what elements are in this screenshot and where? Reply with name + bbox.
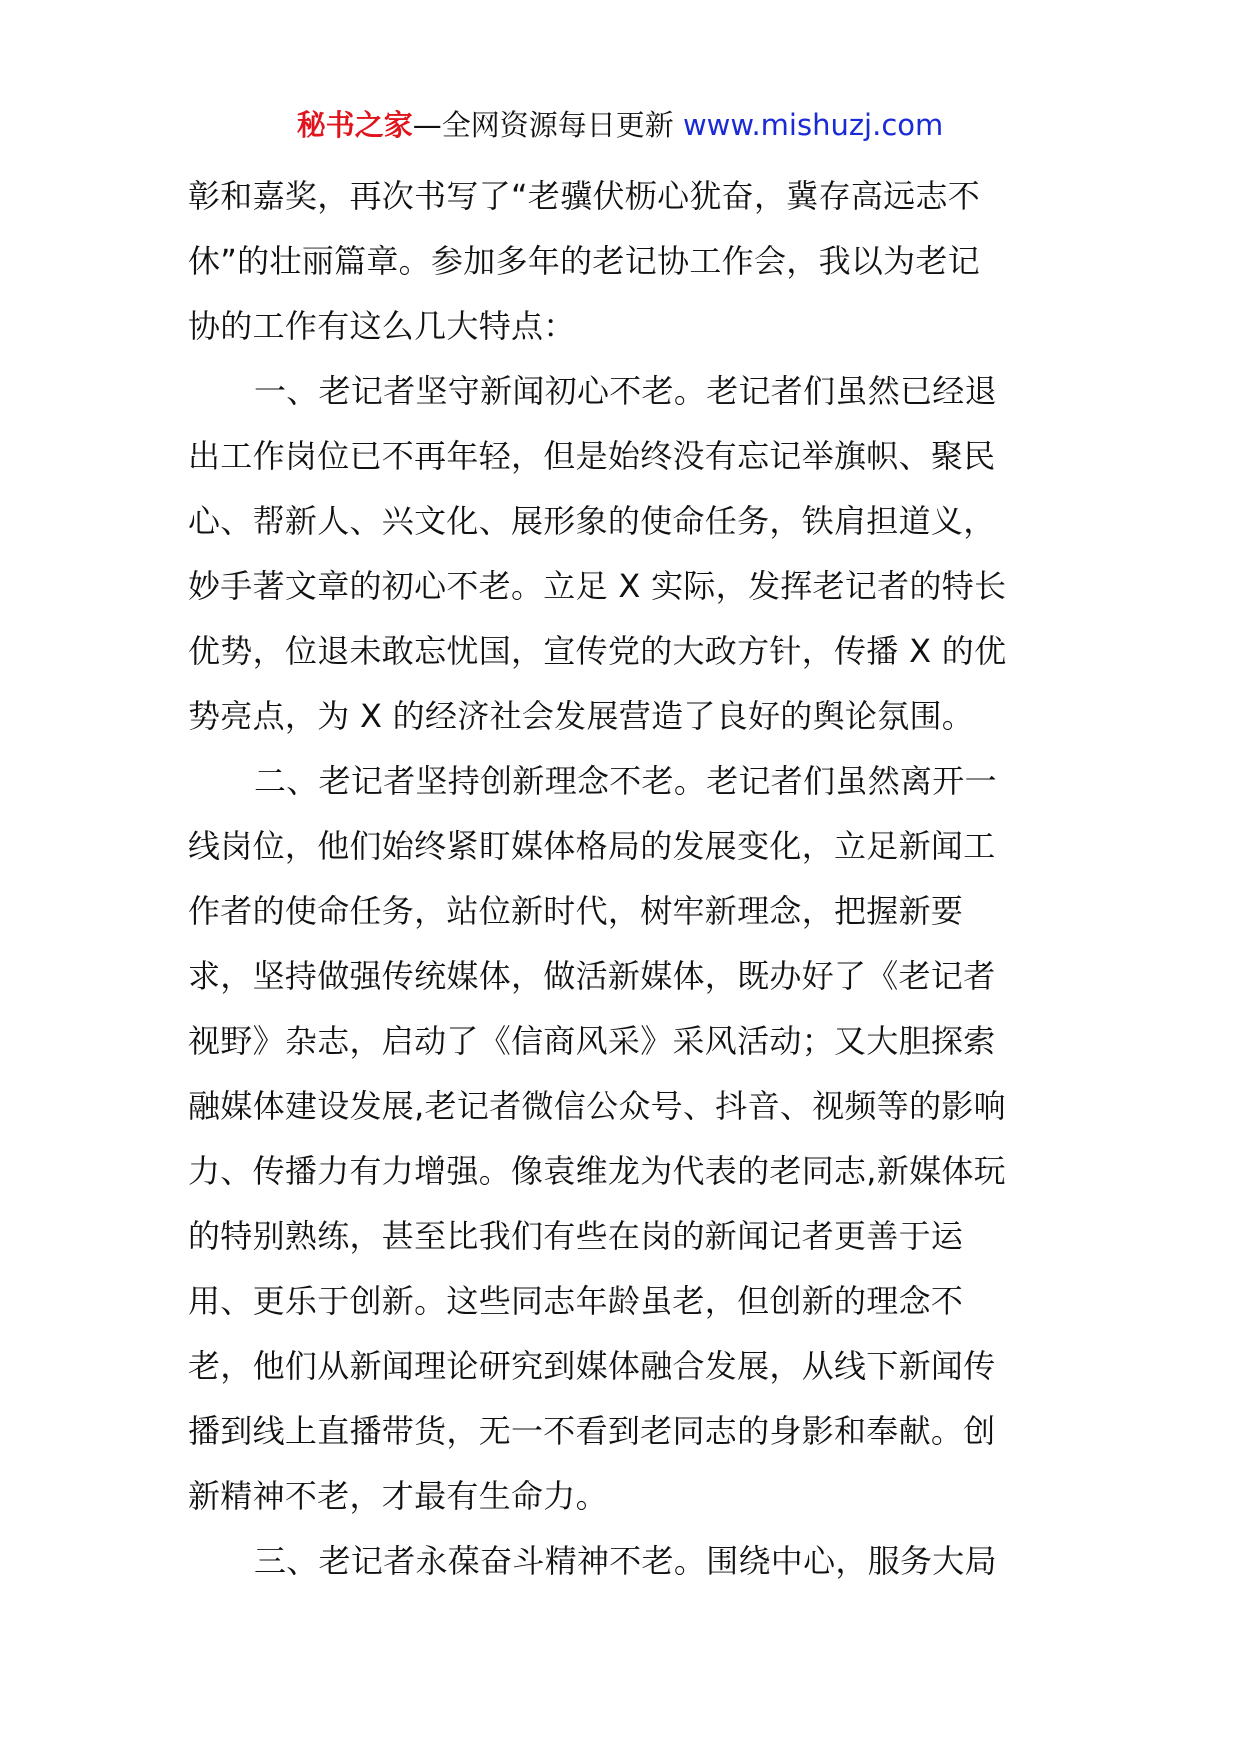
- text-line: 作者的使命任务，站位新时代，树牢新理念，把握新要: [188, 892, 964, 930]
- paragraph-heading-2: 二、老记者坚持创新理念不老。老记者们虽然离开一: [254, 762, 997, 800]
- text-line: 力、传播力有力增强。像袁维龙为代表的老同志,新媒体玩: [188, 1152, 1006, 1190]
- text-line: 融媒体建设发展,老记者微信公众号、抖音、视频等的影响: [188, 1087, 1006, 1125]
- text-line: 老，他们从新闻理论研究到媒体融合发展，从线下新闻传: [188, 1347, 996, 1385]
- text-line: 协的工作有这么几大特点：: [188, 307, 576, 345]
- text-line: 的特别熟练，甚至比我们有些在岗的新闻记者更善于运: [188, 1217, 964, 1255]
- text-line: 出工作岗位已不再年轻，但是始终没有忘记举旗帜、聚民: [188, 437, 996, 475]
- text-line: 播到线上直播带货，无一不看到老同志的身影和奉献。创: [188, 1412, 996, 1450]
- document-body: [188, 164, 1058, 1594]
- text-line: 线岗位，他们始终紧盯媒体格局的发展变化，立足新闻工: [188, 827, 996, 865]
- paragraph-heading-3: 三、老记者永葆奋斗精神不老。围绕中心，服务大局: [254, 1542, 997, 1580]
- brand-name: 秘书之家: [296, 108, 413, 142]
- text-line: 视野》杂志，启动了《信商风采》采风活动；又大胆探索: [188, 1022, 996, 1060]
- text-line: 新精神不老，才最有生命力。: [188, 1477, 608, 1515]
- text-line: 求，坚持做强传统媒体，做活新媒体，既办好了《老记者: [188, 957, 996, 995]
- text-line: 彰和嘉奖，再次书写了“老骥伏枥心犹奋，冀存高远志不: [188, 177, 981, 215]
- text-line: 心、帮新人、兴文化、展形象的使命任务，铁肩担道义，: [188, 502, 996, 540]
- page-header: [0, 100, 1240, 150]
- text-line: 休”的壮丽篇章。参加多年的老记协工作会，我以为老记: [188, 242, 981, 280]
- text-line: 用、更乐于创新。这些同志年龄虽老，但创新的理念不: [188, 1282, 964, 1320]
- paragraph-heading-1: 一、老记者坚守新闻初心不老。老记者们虽然已经退: [254, 372, 997, 410]
- text-line: 优势，位退未敢忘忧国，宣传党的大政方针，传播 X 的优: [188, 632, 1007, 670]
- text-line: 势亮点，为 X 的经济社会发展营造了良好的舆论氛围。: [188, 697, 975, 735]
- header-tagline: —全网资源每日更新: [412, 108, 674, 142]
- text-line: 妙手著文章的初心不老。立足 X 实际，发挥老记者的特长: [188, 567, 1007, 605]
- site-url-link[interactable]: www.mishuzj.com: [682, 108, 944, 142]
